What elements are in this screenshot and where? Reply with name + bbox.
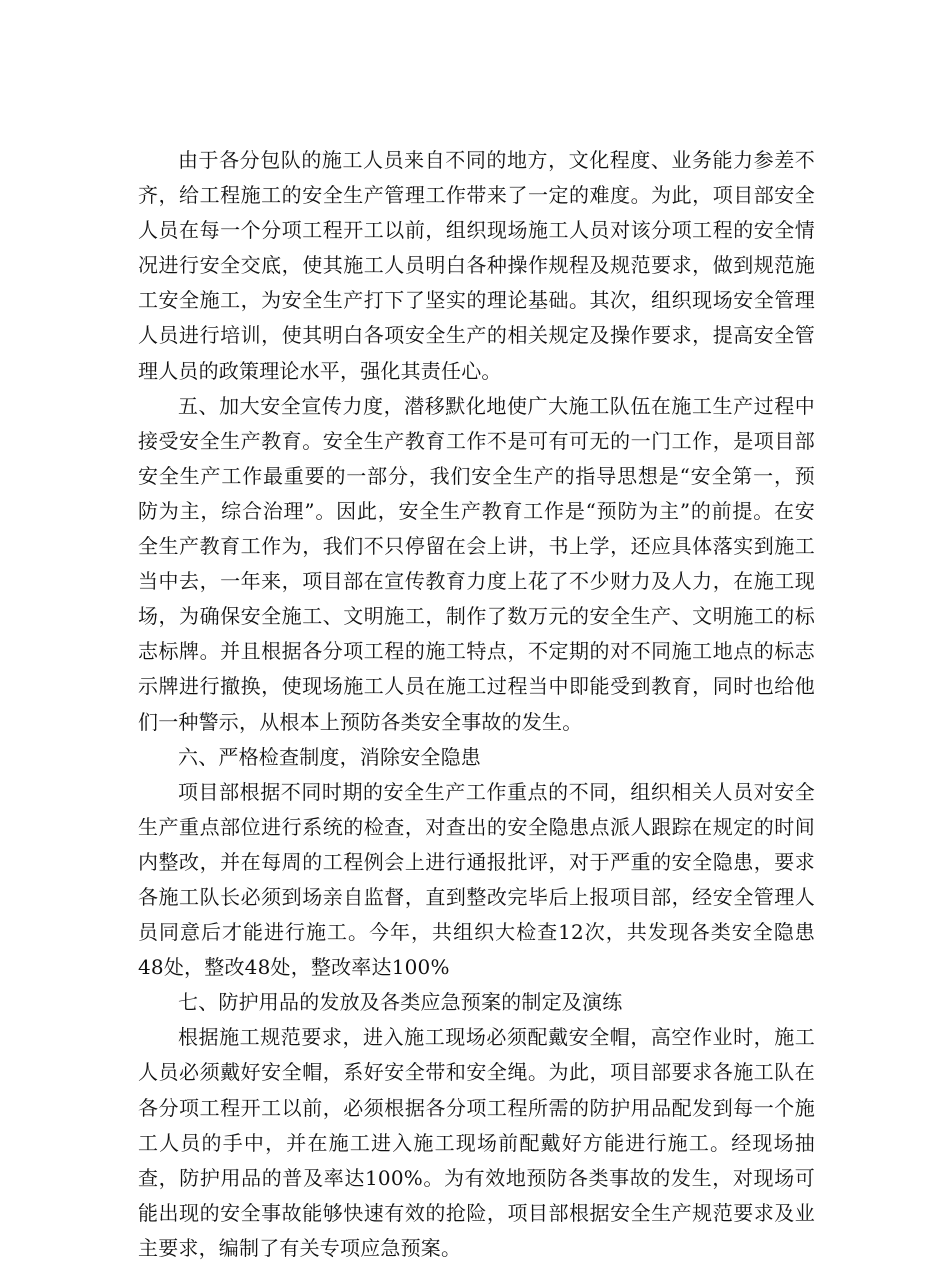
paragraph-inspection: 项目部根据不同时期的安全生产工作重点的不同，组织相关人员对安全生产重点部位进行系统的检查，对查出的安全隐患点派人跟踪在规定的时间内整改，并在每周的工程例会上进行通报批评，对于严重的安全隐患，要求各施工队长必须到场亲自监督，直到整改完毕后上报项目部，经安全管理人员同意后才能进行施工。今年，共组织大检查12次，共发现各类安全隐患48处，整改48处，整改率达100% [138, 779, 815, 980]
paragraph-safety-publicity: 五、加大安全宣传力度，潜移默化地使广大施工队伍在施工生产过程中接受安全生产教育。安全生产教育工作不是可有可无的一门工作，是项目部安全生产工作最重要的一部分，我们安全生产的指导思想是“安全第一，预防为主，综合治理”。因此，安全生产教育工作是“预防为主”的前提。在安全生产教育工作为，我们不只停留在会上讲，书上学，还应具体落实到施工当中去，一年来，项目部在宣传教育力度上花了不少财力及人力，在施工现场，为确保安全施工、文明施工，制作了数万元的安全生产、文明施工的标志标牌。并且根据各分项工程的施工特点，不定期的对不同施工地点的标志示牌进行撤换，使现场施工人员在施工过程当中即能受到教育，同时也给他们一种警示，从根本上预防各类安全事故的发生。 [138, 393, 815, 734]
document-body [138, 143, 815, 1266]
section-heading-protective-equipment: 七、防护用品的发放及各类应急预案的制定及演练 [178, 990, 623, 1015]
paragraph-safety-briefing: 由于各分包队的施工人员来自不同的地方，文化程度、业务能力参差不齐，给工程施工的安全生产管理工作带来了一定的难度。为此，项目部安全人员在每一个分项工程开工以前，组织现场施工人员对该分项工程的安全情况进行安全交底，使其施工人员明白各种操作规程及规范要求，做到规范施工安全施工，为安全生产打下了坚实的理论基础。其次，组织现场安全管理人员进行培训，使其明白各项安全生产的相关规定及操作要求，提高安全管理人员的政策理论水平，强化其责任心。 [138, 148, 815, 383]
paragraph-protective-equipment: 根据施工规范要求，进入施工现场必须配戴安全帽，高空作业时，施工人员必须戴好安全帽，系好安全带和安全绳。为此，项目部要求各施工队在各分项工程开工以前，必须根据各分项工程所需的防护用品配发到每一个施工人员的手中，并在施工进入施工现场前配戴好方能进行施工。经现场抽查，防护用品的普及率达100%。为有效地预防各类事故的发生，对现场可能出现的安全事故能够快速有效的抢险，项目部根据安全生产规范要求及业主要求，编制了有关专项应急预案。 [138, 1025, 815, 1260]
section-heading-inspection: 六、严格检查制度，消除安全隐患 [178, 744, 481, 769]
